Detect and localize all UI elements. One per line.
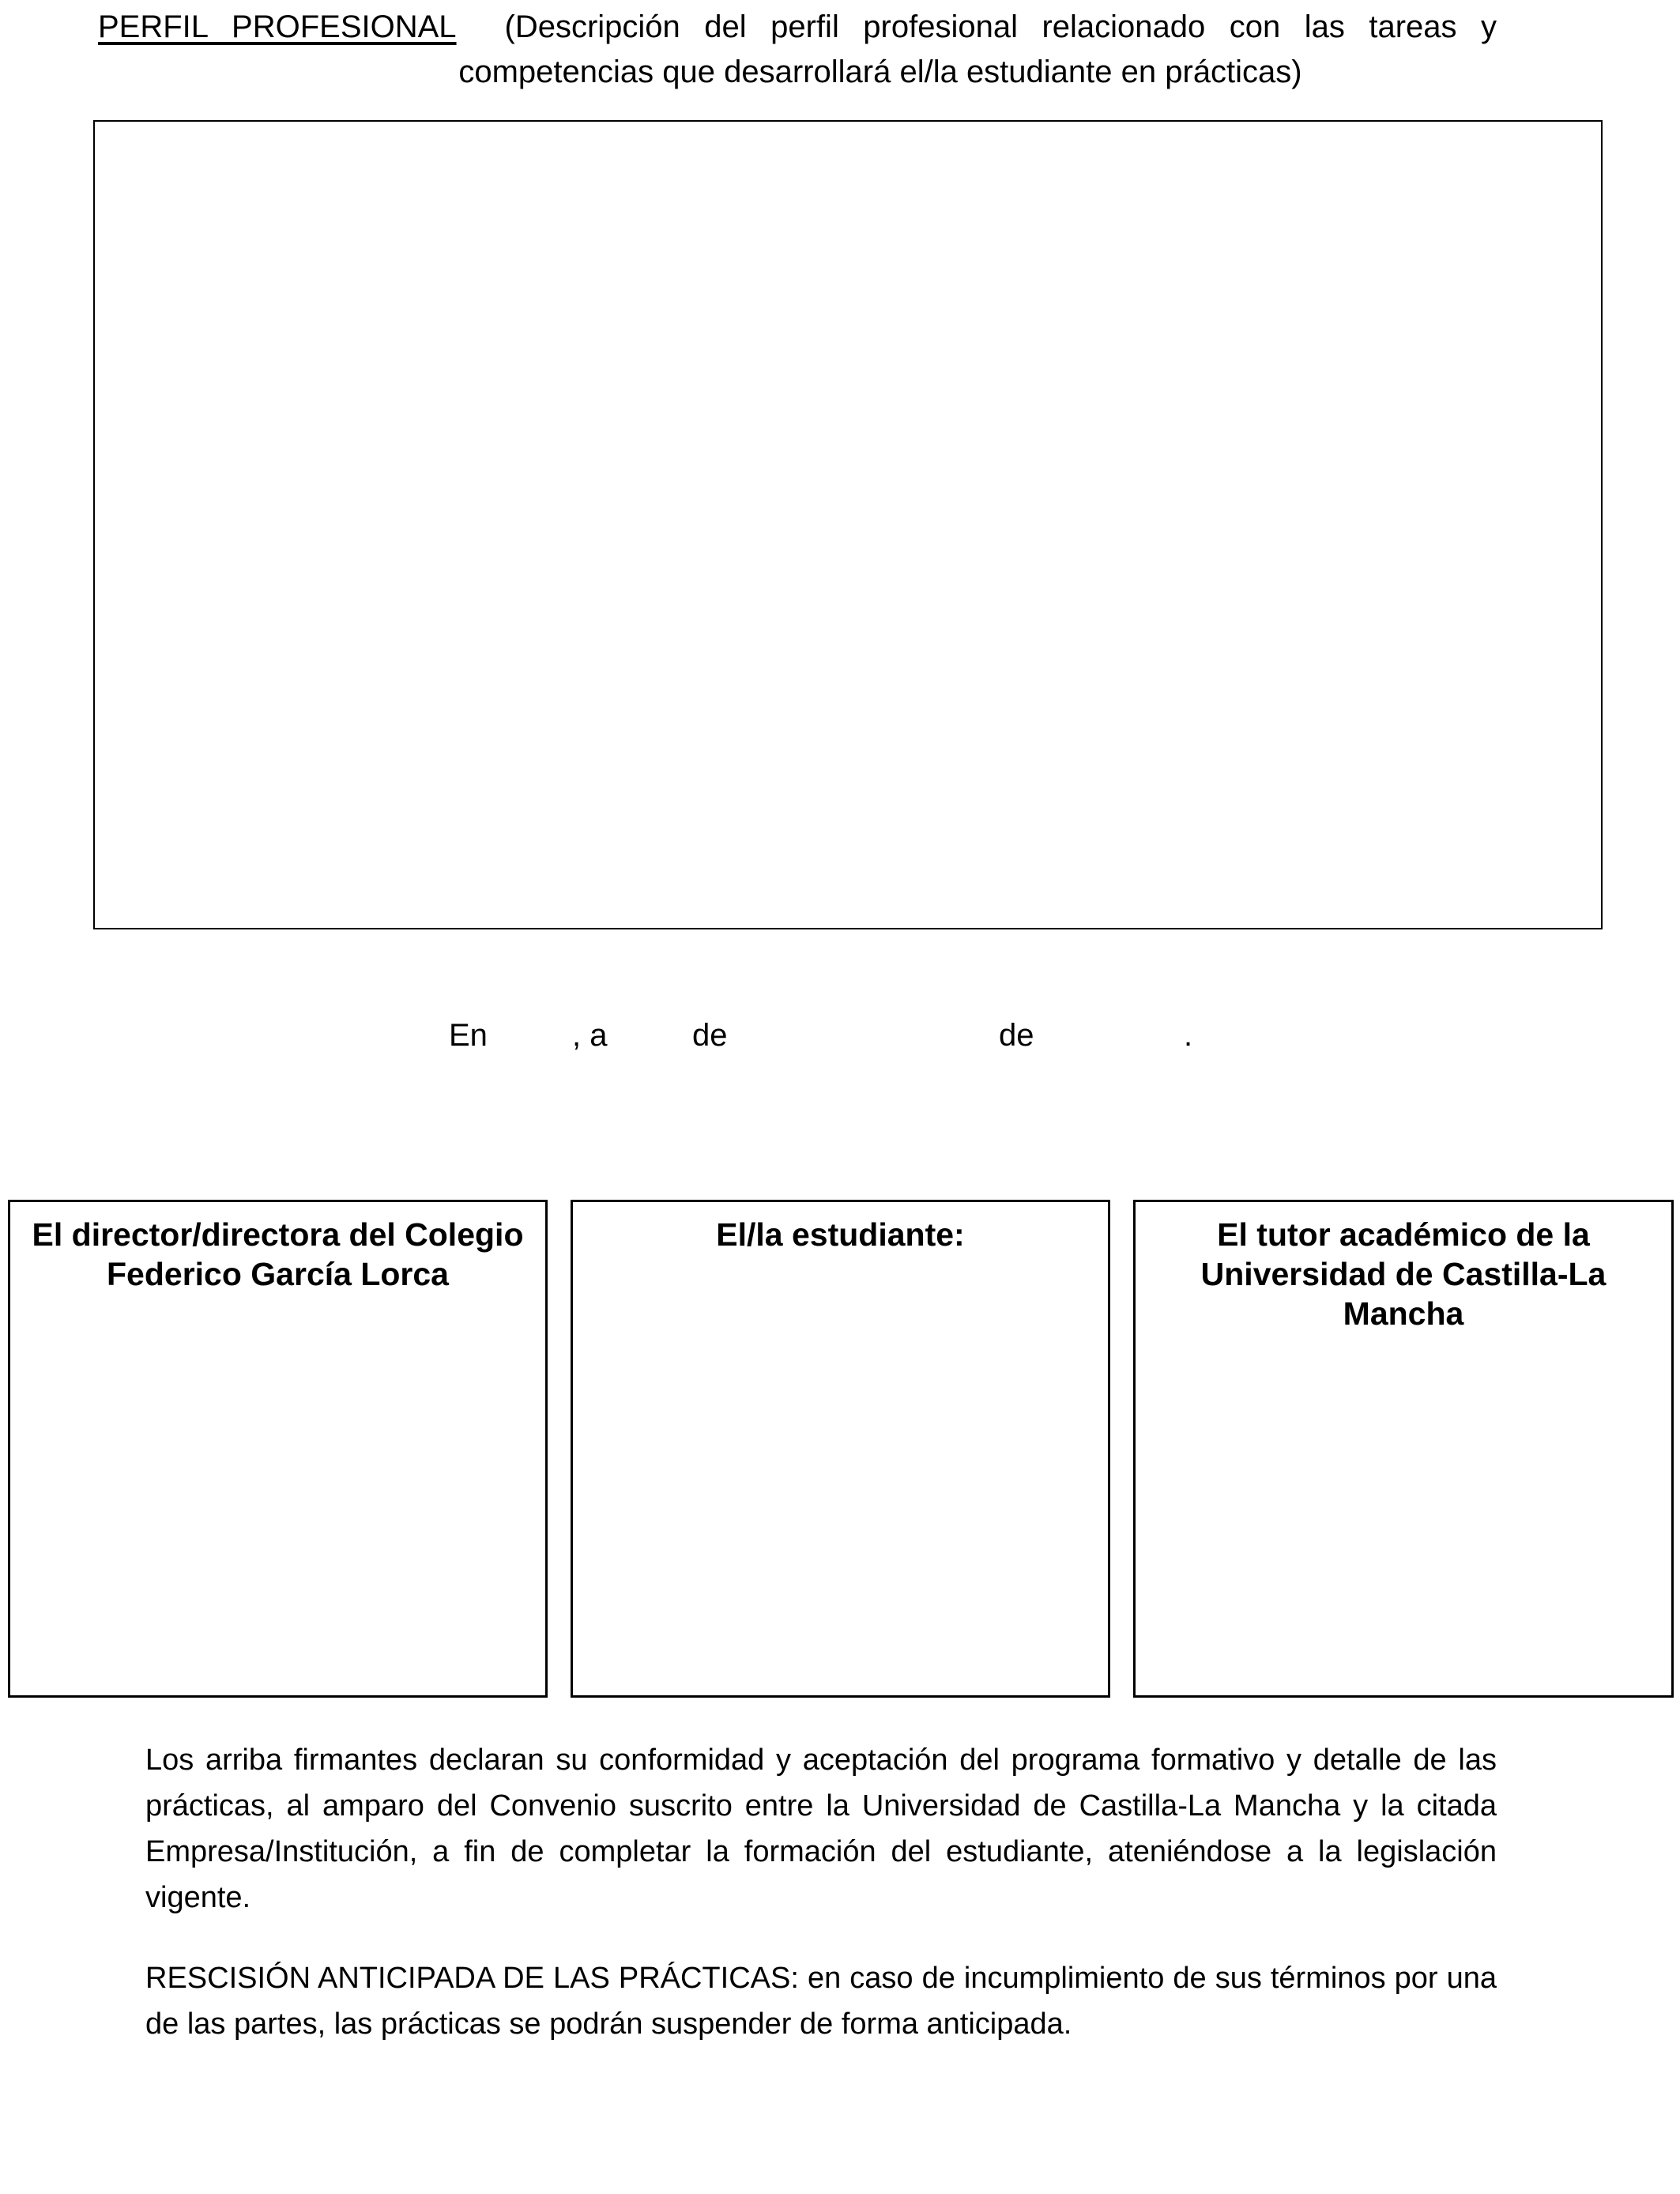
date-de-label-1: de bbox=[692, 1018, 728, 1053]
signature-title-director: El director/directora del Colegio Federico García Lorca bbox=[32, 1216, 524, 1292]
profile-heading-label: PERFIL PROFESIONAL bbox=[98, 9, 457, 44]
signature-title-student: El/la estudiante: bbox=[716, 1216, 965, 1253]
date-de-label-2: de bbox=[999, 1018, 1034, 1053]
date-period: . bbox=[1184, 1018, 1193, 1053]
declaration-paragraph: Los arriba firmantes declaran su conformidad y aceptación del programa formativo y detalle de las prácticas, al amparo del Convenio suscrito entre la Universidad de Castilla-La Mancha y la citada Empresa/Institución, a fin de completar la formación del estudiante, ateniéndose a la legislación vigente. bbox=[145, 1744, 1497, 1914]
signature-box-student[interactable] bbox=[571, 1200, 1110, 1698]
profile-description-line-2: competencias que desarrollará el/la estudiante en prácticas) bbox=[458, 55, 1302, 89]
date-en-label: En bbox=[449, 1018, 488, 1053]
signature-box-director[interactable] bbox=[8, 1200, 548, 1698]
profile-description-line-1: (Descripción del perfil profesional relacionado con las tareas y bbox=[504, 9, 1497, 44]
rescission-paragraph: RESCISIÓN ANTICIPADA DE LAS PRÁCTICAS: en caso de incumplimiento de sus términos por una de las partes, las prácticas se podrán suspender de forma anticipada. bbox=[145, 1962, 1497, 2041]
profile-description-box[interactable] bbox=[93, 120, 1603, 929]
date-a-label: , a bbox=[572, 1018, 608, 1053]
profile-heading bbox=[98, 5, 1497, 95]
signature-title-tutor: El tutor académico de la Universidad de Castilla-La Mancha bbox=[1200, 1216, 1607, 1332]
heading-line-1 bbox=[98, 5, 1497, 50]
signature-box-tutor[interactable] bbox=[1133, 1200, 1674, 1698]
